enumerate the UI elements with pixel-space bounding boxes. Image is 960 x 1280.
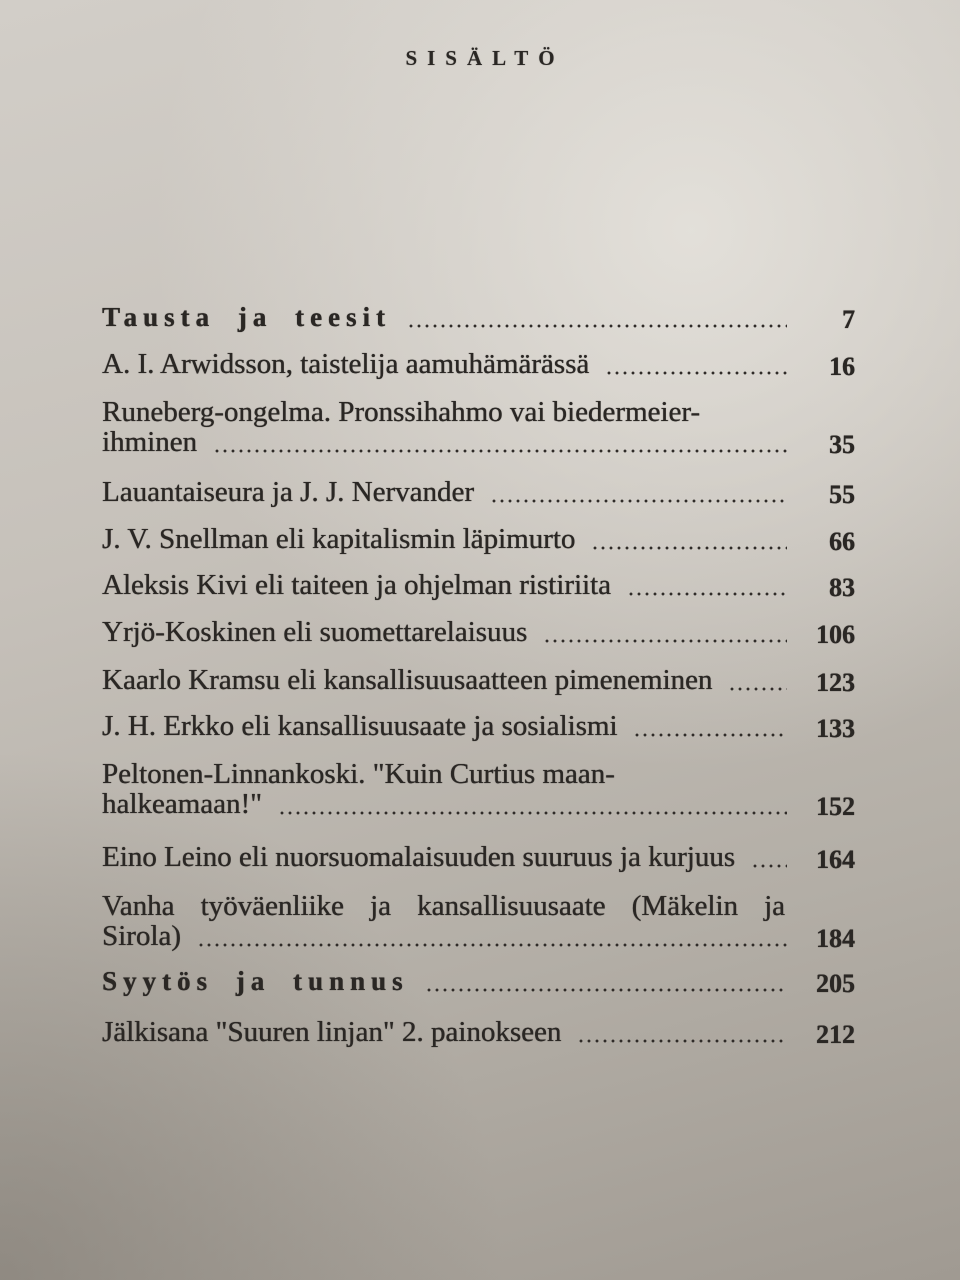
leader-dots (213, 449, 787, 453)
leader-dots (577, 1039, 787, 1043)
page-number: 106 (816, 620, 855, 649)
toc-entry (102, 524, 855, 554)
entry-title: J. H. Erkko eli kansallisuusaate ja sosialismi (102, 710, 618, 742)
page-number: 152 (816, 792, 855, 821)
toc-entry (102, 1017, 855, 1047)
entry-title-line: Vanha työväenliike ja kansallisuusaate (Mäkelin ja (102, 890, 785, 922)
entry-title: Lauantaiseura ja J. J. Nervander (102, 476, 475, 508)
toc-entry (102, 665, 855, 695)
toc-entry-row (102, 842, 855, 872)
page-number: 133 (816, 714, 855, 743)
entry-title: J. V. Snellman eli kapitalismin läpimurto (102, 523, 576, 555)
page-number: 164 (816, 845, 855, 874)
entry-title-line: Sirola) (102, 920, 181, 952)
entry-title: Tausta ja teesit (102, 302, 391, 332)
entry-title: Syytös ja tunnus (102, 966, 409, 996)
entry-title-line: halkeamaan!" (102, 788, 262, 820)
page-number: 212 (816, 1020, 855, 1049)
page-number: 205 (816, 969, 855, 998)
toc-entry (102, 477, 855, 507)
page-number: 184 (816, 924, 855, 953)
toc-entry-row (102, 789, 855, 819)
page-title: SISÄLTÖ (405, 46, 565, 70)
page-number: 7 (842, 305, 855, 334)
entry-title: Aleksis Kivi eli taiteen ja ohjelman ristiriita (102, 569, 611, 601)
leader-dots (751, 864, 787, 868)
page-number: 35 (829, 430, 855, 459)
leader-dots (278, 811, 787, 815)
entry-title: Jälkisana "Suuren linjan" 2. painokseen (102, 1016, 562, 1048)
toc-entry (102, 570, 855, 600)
toc-entry-row (102, 1017, 855, 1047)
entry-title: A. I. Arwidsson, taistelija aamuhämärässä (102, 348, 590, 380)
leader-dots (197, 943, 787, 947)
leader-dots (633, 733, 787, 737)
leader-dots (425, 988, 787, 992)
toc-entry (102, 617, 855, 647)
toc-entry (102, 711, 855, 741)
toc-entry-row (102, 665, 855, 695)
toc-entry-row (102, 349, 855, 379)
toc-entry-row (102, 524, 855, 554)
page-number: 123 (816, 668, 855, 697)
toc-entry (102, 842, 855, 872)
toc-entry (102, 759, 855, 819)
toc-entry (102, 302, 855, 332)
entry-title: Kaarlo Kramsu eli kansallisuusaatteen pimeneminen (102, 664, 713, 696)
toc-entry (102, 397, 855, 457)
leader-dots (627, 592, 787, 596)
entry-title-line: Peltonen-Linnankoski. "Kuin Curtius maan- (102, 758, 615, 790)
leader-dots (591, 546, 787, 550)
entry-title-line: ihminen (102, 426, 198, 458)
page-number: 55 (829, 480, 855, 509)
page-number: 16 (829, 352, 855, 381)
leader-dots (728, 687, 787, 691)
leader-dots (407, 324, 787, 328)
leader-dots (543, 639, 787, 643)
entry-title-line: Runeberg-ongelma. Pronssihahmo vai biedermeier- (102, 396, 701, 428)
toc-entry-row (102, 921, 855, 951)
leader-dots (605, 371, 787, 375)
entry-title: Eino Leino eli nuorsuomalaisuuden suuruus ja kurjuus (102, 841, 736, 873)
toc-entry-row (102, 477, 855, 507)
page-number: 83 (829, 573, 855, 602)
toc-entry (102, 891, 855, 951)
toc-entry-row (102, 617, 855, 647)
toc-entry-row (102, 302, 855, 332)
entry-title: Yrjö-Koskinen eli suomettarelaisuus (102, 616, 528, 648)
leader-dots (490, 499, 787, 503)
page-number: 66 (829, 527, 855, 556)
toc-entry-row (102, 427, 855, 457)
toc-entry (102, 966, 855, 996)
toc-entry-row (102, 711, 855, 741)
toc-entry-row (102, 966, 855, 996)
toc-entry-row (102, 570, 855, 600)
toc-entry (102, 349, 855, 379)
